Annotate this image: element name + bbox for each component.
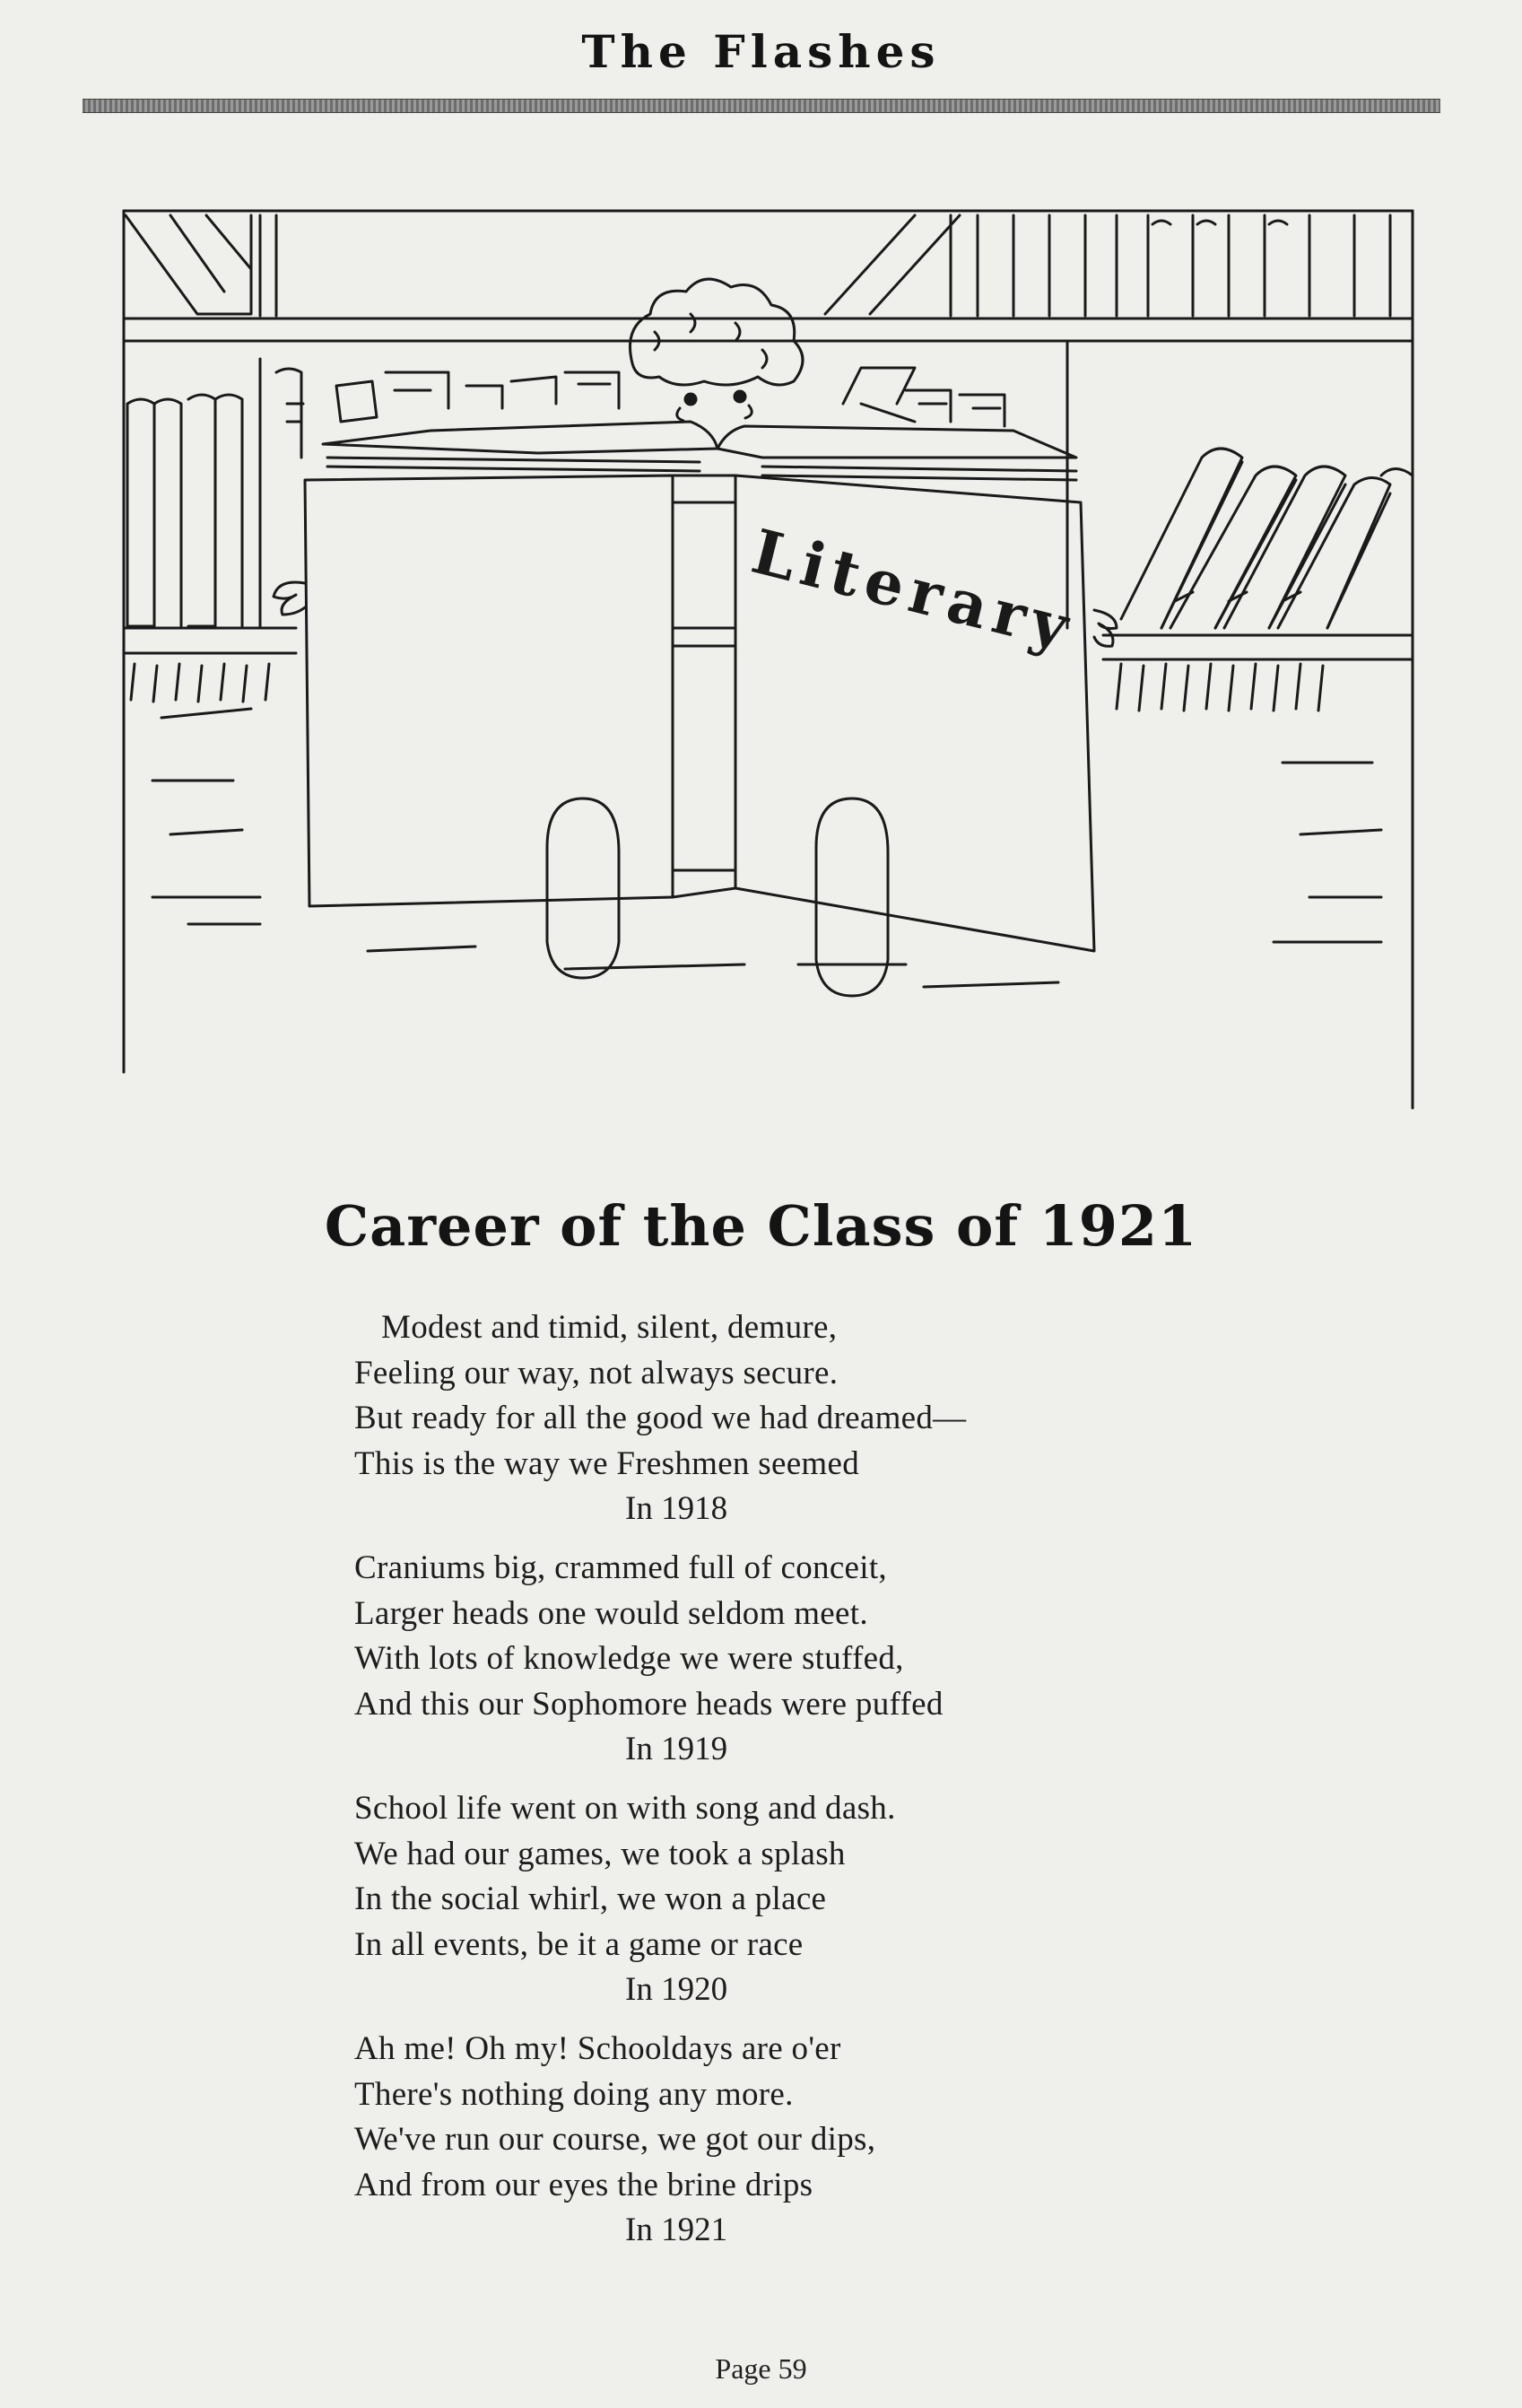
poem-line: With lots of knowledge we were stuffed, bbox=[354, 1640, 904, 1677]
stanza bbox=[354, 1786, 1161, 2012]
poem-line: We had our games, we took a splash bbox=[354, 1835, 846, 1872]
poem-line: School life went on with song and dash. bbox=[354, 1790, 896, 1827]
stanza-year: In 1919 bbox=[625, 1731, 728, 1767]
poem-line: And this our Sophomore heads were puffed bbox=[354, 1685, 944, 1723]
poem-line: We've run our course, we got our dips, bbox=[354, 2121, 876, 2158]
poem-line: Feeling our way, not always secure. bbox=[354, 1354, 839, 1392]
poem-line: This is the way we Freshmen seemed bbox=[354, 1444, 860, 1482]
stanza-year: In 1921 bbox=[625, 2212, 728, 2248]
poem-line: In all events, be it a game or race bbox=[354, 1925, 804, 1963]
running-head: The Flashes bbox=[581, 25, 941, 78]
poem-line: Modest and timid, silent, demure, bbox=[381, 1309, 838, 1346]
poem-line: Craniums big, crammed full of conceit, bbox=[354, 1549, 887, 1586]
stanza-year: In 1918 bbox=[625, 1490, 728, 1527]
poem-body bbox=[354, 1305, 1161, 2267]
poem-line: Larger heads one would seldom meet. bbox=[354, 1594, 868, 1632]
stanza bbox=[354, 1305, 1161, 1531]
stanza-year: In 1920 bbox=[625, 1971, 728, 2008]
poem-title: Career of the Class of 1921 bbox=[324, 1193, 1198, 1259]
stanza bbox=[354, 2027, 1161, 2253]
library-illustration bbox=[117, 206, 1417, 1112]
poem-line: And from our eyes the brine drips bbox=[354, 2166, 813, 2203]
poem-line: In the social whirl, we won a place bbox=[354, 1880, 827, 1917]
poem-line: Ah me! Oh my! Schooldays are o'er bbox=[354, 2030, 841, 2067]
header-rule bbox=[83, 99, 1440, 113]
page-number: Page 59 bbox=[715, 2352, 807, 2385]
poem-line: But ready for all the good we had dreamed— bbox=[354, 1400, 967, 1436]
book-cover-label: Literary bbox=[744, 516, 1083, 666]
poem-line: There's nothing doing any more. bbox=[354, 2075, 794, 2113]
stanza bbox=[354, 1546, 1161, 1772]
